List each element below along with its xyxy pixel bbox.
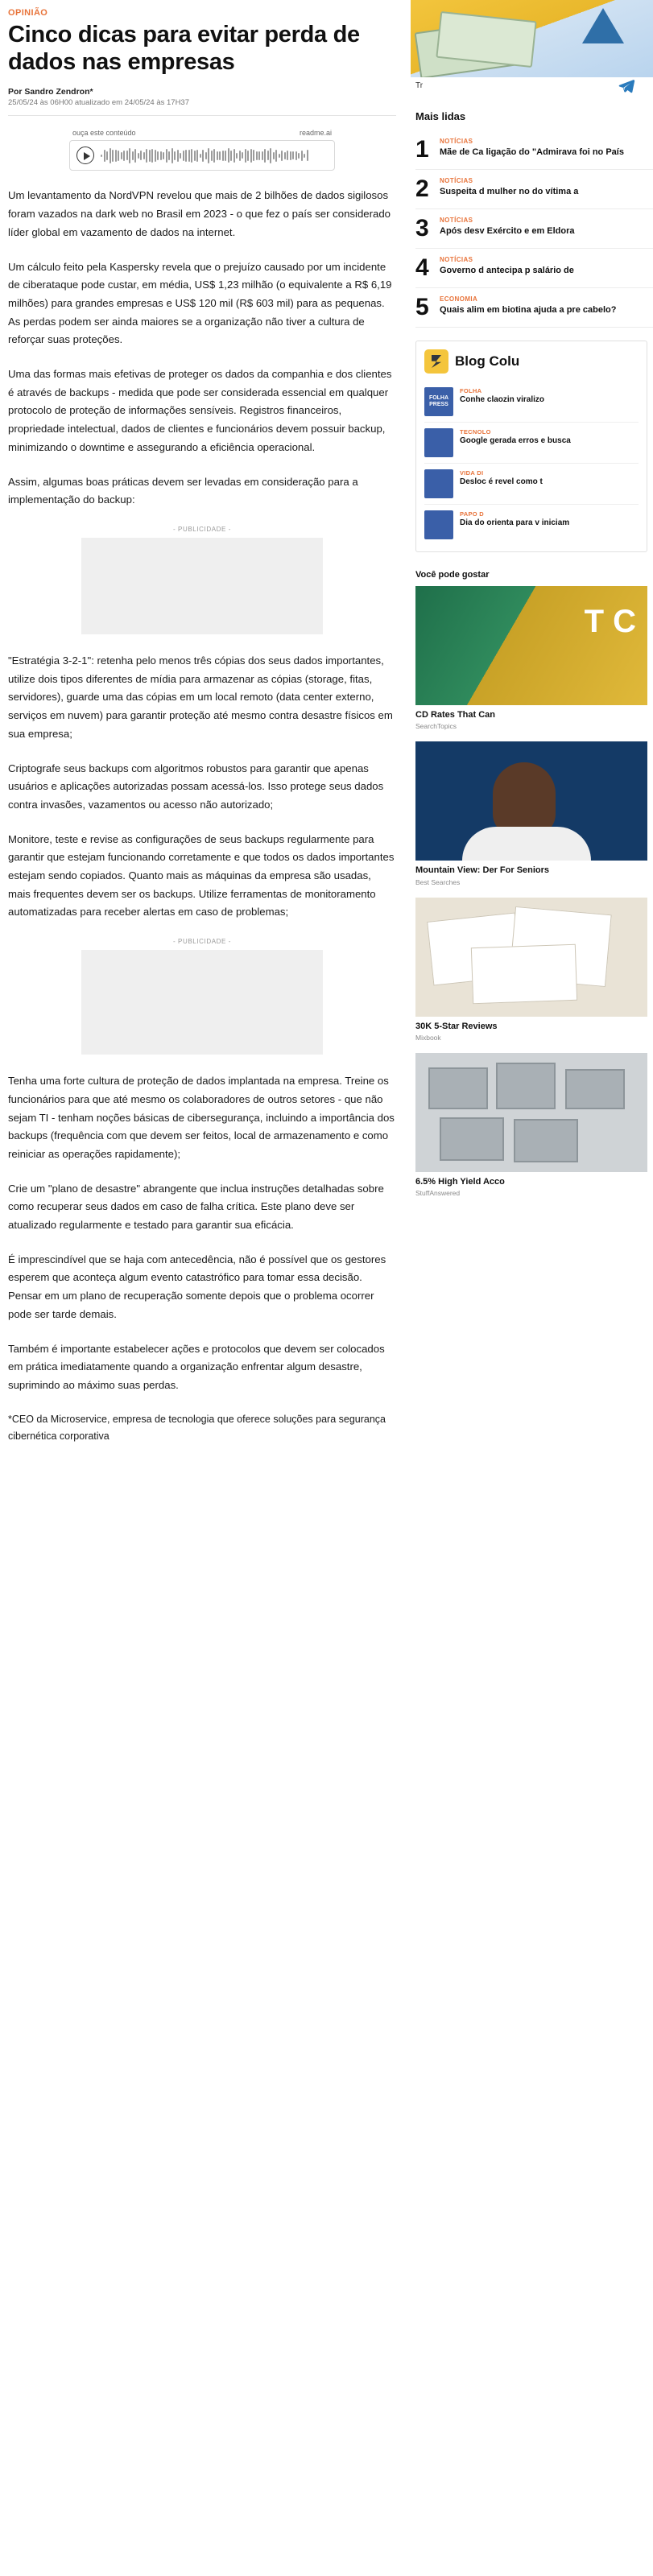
advertisement-slot[interactable] [8,526,396,634]
waveform-bar [121,152,122,159]
waveform-bar [168,151,170,159]
play-icon[interactable] [76,147,94,164]
blog-thumbnail [424,428,453,457]
waveform-bar [287,151,288,160]
audio-labels [69,129,335,137]
waveform-bar [208,148,209,163]
ad-placeholder[interactable] [81,538,323,634]
sponsored-card[interactable] [415,1053,647,1197]
waveform-bar [230,151,232,161]
sponsored-image[interactable] [415,741,647,861]
waveform-bar [188,150,190,163]
blog-text [460,469,639,498]
sponsored-caption: CD Rates That Can [415,710,496,720]
waveform-bar [213,149,215,162]
most-read-category: NOTÍCIAS [440,177,473,184]
waveform-bar [307,150,308,161]
waveform-bar [126,151,128,160]
waveform-bar [296,151,297,161]
blog-headline: Conhe claozin viralizo [460,395,545,404]
blog-text [460,428,639,457]
blog-headline: Google gerada erros e busca [460,436,571,445]
most-read-headline: Quais alim em biotina ajuda a pre cabelo? [440,305,617,315]
blog-thumbnail: FOLHA PRESS [424,387,453,416]
waveform-bar [115,150,117,163]
waveform-bar [177,150,179,161]
waveform-bar [301,151,303,161]
blog-category: FOLHA [460,387,482,394]
sponsored-card[interactable] [415,741,647,886]
blog-category: PAPO D [460,510,484,518]
waveform-bar [222,151,224,161]
waveform-bar [104,150,105,162]
blog-category: TECNOLO [460,428,491,436]
most-read-item[interactable] [415,170,653,209]
article-tip: Tenha uma forte cultura de proteção de dados implantada na empresa. Treine os funcionários para que até mesmo os colaboradores de outros setores - que não sejam TI - tenham noções básicas de cibersegurança, incluindo a importância dos backups (frequência com que devem ser feitos, local de armazenamento e como reiniciar as operações rapidamente); [8,1075,395,1160]
blog-headline: Desloc é revel como t [460,477,543,486]
waveform-bar [151,149,153,162]
most-read-rank: 4 [415,254,429,281]
waveform-bar [200,154,201,158]
sponsored-caption: 30K 5-Star Reviews [415,1021,498,1031]
you-may-like-list [411,586,653,1197]
most-read-headline: Suspeita d mulher no do vítima a [440,187,579,196]
waveform-bar [180,153,181,159]
divider [8,115,396,116]
waveform-bar [228,148,229,163]
sponsored-source: Mixbook [415,1033,441,1042]
waveform-bar [138,153,139,159]
most-read-category: NOTÍCIAS [440,256,473,263]
audio-brand-label: readme.ai [299,129,332,138]
bird-graphic [582,8,624,43]
most-read-category: NOTÍCIAS [440,217,473,224]
most-read-list [411,130,653,328]
most-read-rank: 2 [415,175,429,202]
waveform-bar [106,151,108,160]
sidebar-hero-caption: Tr [415,81,424,90]
blogs-header [424,349,639,374]
waveform-bar [132,151,134,160]
lightning-icon [424,349,448,374]
waveform-bar [284,152,286,159]
sponsored-caption: Mountain View: Der For Seniors [415,865,550,876]
article-paragraph: Um levantamento da NordVPN revelou que mais de 2 bilhões de dados sigilosos foram vazados na dark web no Brasil em 2023 - o que fez o país ser considerado líder global em vazamento de dados na internet. [8,189,391,238]
waveform-bar [219,151,221,159]
most-read-category: ECONOMIA [440,295,478,303]
waveform-bar [191,149,192,163]
ad-placeholder[interactable] [81,950,323,1055]
blog-text [460,510,639,539]
waveform-bar [172,148,173,163]
sponsored-source: Best Searches [415,877,461,886]
waveform-bar [146,149,147,163]
audio-player-block [69,129,335,171]
article-tip: "Estratégia 3-2-1": retenha pelo menos três cópias dos seus dados importantes, utilize dois tipos diferentes de mídia para armazenar as cópias (storage, fitas, servidores), guarde uma das cópias em um local remoto (data center externo, serviços em nuvem) para garantir proteção até mesmo contra desastre físicos em sua empresa; [8,654,393,740]
blog-list-item[interactable] [424,382,639,422]
telegram-icon [618,77,635,95]
ad-label: - PUBLICIDADE - [172,938,232,946]
sponsored-image[interactable] [415,1053,647,1172]
blog-list-item[interactable] [424,504,639,545]
blog-text [460,387,639,416]
waveform-bar [236,153,238,158]
boxes-artwork [415,1053,647,1172]
sponsored-image[interactable] [415,898,647,1017]
article-paragraph: Uma das formas mais efetivas de proteger os dados da companhia e dos clientes é através de backups - medida que pode ser considerada essencial em qualquer protocolo de proteção de informações sensíveis. Registros financeiros, propriedade intelectual, dados de clientes e funcionários devem possuir backup, minimizando o downtime e assegurando a eficiência operacional. [8,368,392,453]
audio-left-label: ouça este conteúdo [72,129,136,138]
sponsored-image[interactable] [415,586,647,705]
article-kicker: OPINIÃO [8,8,48,18]
waveform-bar [275,150,277,161]
article-paragraph: Assim, algumas boas práticas devem ser levadas em consideração para a implementação do backup: [8,475,358,506]
waveform-bar [267,151,269,160]
blogs-list [424,382,639,545]
waveform-bar [262,151,263,160]
waveform-bar [225,151,226,162]
waveform-bar [118,151,119,160]
blog-list-item[interactable] [424,463,639,504]
article-paragraph: É imprescindível que se haja com antecedência, não é possível que os gestores esperem que aconteça algum evento catastrófico para tomar essa decisão. Pensar em um plano de recuperação somente depois que o problema ocorrer pode ser tarde demais. [8,1253,386,1320]
waveform-bar [250,149,252,163]
article-paragraph: Também é importante estabelecer ações e protocolos que devem ser colocados em prática imediatamente quando a organização enfrentar algum desastre, suprimindo ao máximo suas perdas. [8,1342,385,1391]
blog-headline: Dia do orienta para v iniciam [460,518,570,527]
waveform-bar [149,150,151,162]
most-read-body [440,177,653,197]
article-column [0,0,411,1469]
most-read-title: Mais lidas [415,110,466,122]
most-read-body [440,295,653,316]
share-telegram-button[interactable] [618,77,639,98]
article-byline: Por Sandro Zendron* [8,87,93,97]
waveform-bar [273,152,275,159]
author-note: *CEO da Microservice, empresa de tecnologia que oferece soluções para segurança cibernética corporativa [8,1413,386,1442]
most-read-rank: 3 [415,215,429,242]
waveform-bar [194,151,196,160]
waveform-bar [245,149,246,163]
sidebar-hero-image[interactable] [411,0,653,77]
you-may-like-title: Você pode gostar [415,570,490,580]
most-read-body [440,217,653,237]
waveform-bar [112,150,114,161]
waveform-bar [256,151,258,161]
sponsored-source: StuffAnswered [415,1189,461,1198]
books-artwork [415,898,647,1017]
waveform-bar [253,150,254,161]
blog-list-item[interactable] [424,422,639,463]
waveform-bar [134,149,136,163]
ad-label: - PUBLICIDADE - [172,525,232,533]
most-read-rank: 5 [415,294,429,320]
waveform-bar [110,148,111,163]
waveform-bar [290,151,291,161]
waveform-bar [101,155,102,157]
advertisement-slot[interactable] [8,938,396,1055]
sidebar-column [411,0,653,1208]
waveform-bar [270,148,271,163]
waveform-bar [281,151,283,160]
waveform-bar [279,154,280,159]
most-read-rank: 1 [415,136,429,163]
waveform-bar [196,150,198,161]
waveform-bar [143,152,145,159]
waveform-bar [129,148,130,163]
article-dateline: 25/05/24 às 06H00 atualizado em 24/05/24 às 17H37 [8,98,189,108]
most-read-body [440,138,653,158]
waveform-bar [211,151,213,161]
article-paragraph: Um cálculo feito pela Kaspersky revela que o prejuízo causado por um incidente de ciberataque pode custar, em média, US$ 1,23 milhão (o equivalente a R$ 6,19 milhões) para grandes empresas e US$ 120 mil (R$ 603 mil) para as pequenas. As perdas podem ser ainda maiores se a organização não tiver a cultura de reforçar suas proteções. [8,260,392,346]
waveform-bar [202,150,204,162]
sponsored-caption: 6.5% High Yield Acco [415,1176,505,1187]
portrait-artwork [415,741,647,861]
waveform-bar [205,152,207,159]
waveform-bar [185,150,187,162]
money-artwork [415,586,647,705]
waveform-bar [292,151,294,159]
waveform-bar [304,154,305,159]
most-read-item[interactable] [415,249,653,288]
audio-player[interactable] [69,140,335,171]
most-read-headline: Governo d antecipa p salário de [440,266,574,275]
most-read-body [440,256,653,276]
blog-thumbnail [424,469,453,498]
waveform-bar [247,151,249,162]
sponsored-card[interactable] [415,898,647,1042]
blogs-columnists-box [415,341,647,552]
waveform-bar [239,151,241,160]
article-tip: Monitore, teste e revise as configurações de seus backups regularmente para garantir que estejam funcionando corretamente e que todos os dados importantes estejam sendo copiados. Quanto mais as máquinas da empresa são usadas, mais frequentes devem ser os backups. Utilize ferramentas de monitoramento automatizadas para receber alertas em caso de problemas; [8,832,395,919]
waveform-bar [163,152,164,159]
audio-waveform[interactable] [101,147,328,164]
artwork-text: T C [584,604,636,639]
page-title: Cinco dicas para evitar perda de dados nas empresas [8,22,360,76]
waveform-bar [298,153,300,159]
waveform-bar [140,151,142,160]
article-tip: Criptografe seus backups com algoritmos robustos para garantir que apenas usuários e aplicações autorizadas possam acessá-los. Isso protege seus dados contra invasões, vazamentos ou acesso não autorizado; [8,762,384,811]
waveform-bar [217,151,218,160]
waveform-bar [123,151,125,162]
waveform-bar [264,149,266,163]
article-tip: Crie um "plano de desastre" abrangente que inclua instruções detalhadas sobre como recuperar seus dados em caso de falha crítica. Este plano deve ser atualizado regularmente e testado para garantir sua eficácia. [8,1182,384,1232]
waveform-bar [160,151,162,160]
most-read-headline: Após desv Exército e em Eldora [440,226,575,236]
waveform-bar [183,151,184,162]
most-read-category: NOTÍCIAS [440,138,473,145]
blogs-title: Blog Colu [455,353,520,369]
most-read-headline: Mãe de Ca ligação do "Admirava foi no País [440,147,624,157]
banknote-graphic [436,11,536,68]
sponsored-source: SearchTopics [415,722,457,731]
waveform-bar [174,151,176,159]
waveform-bar [155,150,156,162]
most-read-item[interactable] [415,130,653,170]
blog-thumbnail [424,510,453,539]
waveform-bar [157,151,159,160]
most-read-item[interactable] [415,288,653,328]
sponsored-card[interactable] [415,586,647,730]
waveform-bar [258,151,260,160]
most-read-item[interactable] [415,209,653,249]
blog-category: VIDA DI [460,469,484,477]
waveform-bar [242,152,243,159]
waveform-bar [234,149,235,163]
waveform-bar [166,149,167,163]
